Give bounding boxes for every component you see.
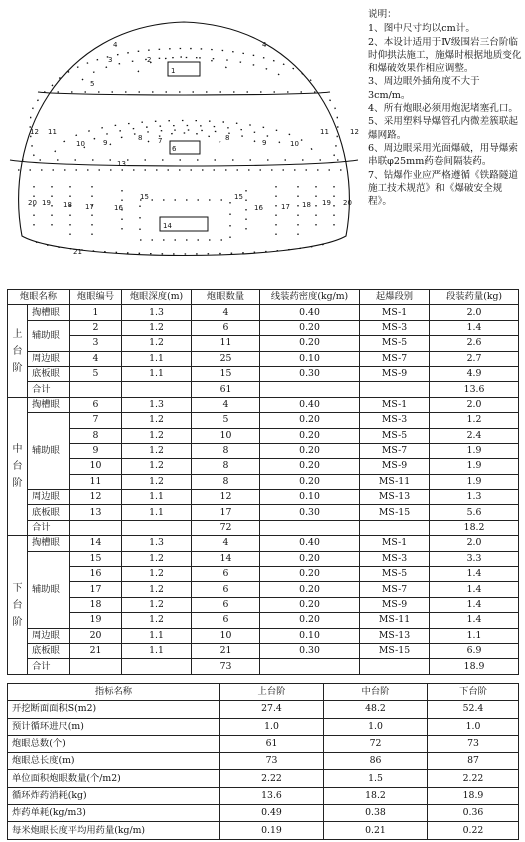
empty-cell [122,382,192,397]
index-value-cell: 2.22 [220,770,324,787]
index-name-cell: 开挖断面面积S(m2) [8,701,220,718]
index-value-cell: 0.21 [324,822,428,839]
hole-label-8a: 8 [138,134,143,142]
segment-charge-cell: 2.4 [430,428,519,443]
detonation-segment-cell: MS-7 [360,351,430,366]
charge-density-cell: 0.20 [260,567,360,582]
hole-number-cell: 17 [70,582,122,597]
index-value-cell: 0.38 [324,805,428,822]
charge-density-cell: 0.40 [260,305,360,320]
table-row [8,753,519,770]
index-value-cell: 86 [324,753,428,770]
table-row [8,428,519,443]
charge-density-cell: 0.20 [260,443,360,458]
hole-qty-cell: 25 [192,351,260,366]
segment-charge-cell: 3.3 [430,551,519,566]
charge-density-cell: 0.20 [260,428,360,443]
empty-cell [260,520,360,535]
hole-number-cell: 3 [70,336,122,351]
detonation-segment-cell: MS-5 [360,428,430,443]
hole-label-13: 13 [117,160,126,168]
segment-charge-cell: 5.6 [430,505,519,520]
table-row [8,597,519,612]
hole-depth-cell: 1.1 [122,351,192,366]
hole-label-14: 14 [163,222,172,230]
hole-number-cell: 12 [70,490,122,505]
table-row [8,536,519,551]
hole-label-4b: 4 [262,41,267,49]
segment-charge-cell: 1.1 [430,628,519,643]
hole-depth-cell: 1.2 [122,320,192,335]
hole-number-cell: 21 [70,643,122,658]
charge-density-cell: 0.10 [260,351,360,366]
index-value-cell: 61 [220,735,324,752]
hole-depth-cell: 1.3 [122,397,192,412]
index-value-cell: 73 [220,753,324,770]
charge-density-cell: 0.30 [260,366,360,381]
hole-label-1: 1 [171,67,176,75]
index-summary-table [7,683,519,840]
hole-depth-cell: 1.2 [122,613,192,628]
index-value-cell: 0.19 [220,822,324,839]
hole-label-15a: 15 [140,193,149,201]
index-name-cell: 单位面积炮眼数量(个/m2) [8,770,220,787]
segment-charge-cell: 2.6 [430,336,519,351]
segment-charge-cell: 1.4 [430,597,519,612]
total-qty-cell: 72 [192,520,260,535]
segment-charge-cell: 1.4 [430,567,519,582]
charge-density-cell: 0.10 [260,490,360,505]
table-row [8,551,519,566]
hole-label-6: 6 [172,145,177,153]
hole-label-7: 7 [158,137,163,145]
hole-type-cell: 底板眼 [28,505,70,520]
segment-charge-cell: 2.7 [430,351,519,366]
segment-charge-cell: 1.2 [430,413,519,428]
middle-bench-line [10,160,358,166]
segment-charge-cell: 4.9 [430,366,519,381]
charge-density-cell: 0.20 [260,597,360,612]
hole-label-8b: 8 [225,134,230,142]
hole-depth-cell: 1.2 [122,443,192,458]
total-charge-cell: 13.6 [430,382,519,397]
hole-qty-cell: 10 [192,628,260,643]
table-total-row [8,520,519,535]
hole-qty-cell: 15 [192,366,260,381]
hole-label-2: 2 [147,56,152,64]
index-value-cell: 1.0 [220,718,324,735]
detonation-segment-cell: MS-9 [360,459,430,474]
charge-density-cell: 0.20 [260,474,360,489]
table-row [8,735,519,752]
index-value-cell: 2.22 [428,770,519,787]
hole-number-cell: 14 [70,536,122,551]
hole-number-cell: 13 [70,505,122,520]
header-hole-name: 炮眼名称 [8,290,70,305]
detonation-segment-cell: MS-3 [360,320,430,335]
index-name-cell: 炸药单耗(kg/m3) [8,805,220,822]
upper-bench-line [38,92,330,95]
assist-hole-row-9 [110,130,258,145]
hole-qty-cell: 8 [192,474,260,489]
hole-label-12a: 12 [30,128,39,136]
assist-hole-row-2 [138,57,230,72]
segment-charge-cell: 1.4 [430,320,519,335]
total-label-cell: 合计 [28,659,70,674]
detonation-segment-cell: MS-3 [360,413,430,428]
hole-type-cell: 辅助眼 [28,320,70,351]
notes-title: 说明： [368,9,397,20]
empty-cell [122,520,192,535]
table-row [8,582,519,597]
index-value-cell: 73 [428,735,519,752]
bench-name-cell: 上台阶 [8,305,28,397]
index-value-cell: 18.9 [428,787,519,804]
hole-qty-cell: 6 [192,582,260,597]
detonation-segment-cell: MS-5 [360,336,430,351]
charge-density-cell: 0.20 [260,320,360,335]
note-3: 3、周边眼外插角度不大于3cm/m。 [368,76,480,101]
hole-label-18a: 18 [63,201,72,209]
hole-label-18b: 18 [302,201,311,209]
empty-cell [260,382,360,397]
hole-depth-cell: 1.2 [122,459,192,474]
hole-number-cell: 8 [70,428,122,443]
index-value-cell: 1.5 [324,770,428,787]
hole-number-cell: 4 [70,351,122,366]
charge-density-cell: 0.20 [260,413,360,428]
detonation-segment-cell: MS-13 [360,490,430,505]
empty-cell [360,382,430,397]
table-row [8,505,519,520]
segment-charge-cell: 1.3 [430,490,519,505]
hole-number-cell: 15 [70,551,122,566]
segment-charge-cell: 1.4 [430,613,519,628]
hole-label-3: 3 [108,56,113,64]
table-row [8,459,519,474]
index-value-cell: 1.0 [428,718,519,735]
hole-depth-cell: 1.1 [122,490,192,505]
index-value-cell: 1.0 [324,718,428,735]
hole-qty-cell: 4 [192,536,260,551]
index-value-cell: 13.6 [220,787,324,804]
hole-qty-cell: 11 [192,336,260,351]
index-value-cell: 48.2 [324,701,428,718]
empty-cell [360,520,430,535]
index-name-cell: 预计循环进尺(m) [8,718,220,735]
hole-qty-cell: 6 [192,320,260,335]
hole-label-4a: 4 [113,41,118,49]
hole-depth-cell: 1.2 [122,582,192,597]
assist-hole-row-3 [82,58,286,81]
hole-qty-cell: 14 [192,551,260,566]
hole-qty-cell: 4 [192,397,260,412]
hole-depth-cell: 1.1 [122,366,192,381]
table-row [8,397,519,412]
hole-type-cell: 底板眼 [28,366,70,381]
index-value-cell: 72 [324,735,428,752]
design-notes [368,8,522,208]
empty-cell [122,659,192,674]
hole-qty-cell: 6 [192,613,260,628]
table-total-row [8,659,519,674]
segment-charge-cell: 6.9 [430,643,519,658]
empty-cell [260,659,360,674]
header-cell: 下台阶 [428,684,519,701]
empty-cell [360,659,430,674]
note-7: 7、钻爆作业应严格遵循《铁路隧道施工技术规范》和《爆破安全规程》。 [368,169,519,208]
hole-number-cell: 1 [70,305,122,320]
table-row [8,567,519,582]
hole-number-cell: 2 [70,320,122,335]
blasting-hole-layout-diagram [0,0,368,285]
hole-number-cell: 9 [70,443,122,458]
header-cell: 线装药密度(kg/m) [260,290,360,305]
table-header-row [8,290,519,305]
index-name-cell: 炮眼总数(个) [8,735,220,752]
charge-density-cell: 0.30 [260,505,360,520]
detonation-segment-cell: MS-15 [360,643,430,658]
bench-name-cell: 中台阶 [8,397,28,536]
table-row [8,613,519,628]
detonation-segment-cell: MS-1 [360,397,430,412]
hole-label-20a: 20 [28,199,37,207]
hole-label-17a: 17 [85,203,94,211]
hole-depth-cell: 1.2 [122,474,192,489]
table-row [8,320,519,335]
hole-type-cell: 底板眼 [28,643,70,658]
table-row [8,366,519,381]
charge-density-cell: 0.40 [260,536,360,551]
hole-qty-cell: 5 [192,413,260,428]
hole-type-cell: 掏槽眼 [28,305,70,320]
header-cell: 炮眼编号 [70,290,122,305]
charge-density-cell: 0.30 [260,643,360,658]
hole-label-19b: 19 [322,199,331,207]
hole-label-10a: 10 [76,140,85,148]
index-value-cell: 0.49 [220,805,324,822]
segment-charge-cell: 2.0 [430,397,519,412]
hole-qty-cell: 6 [192,567,260,582]
table-row [8,305,519,320]
note-6: 6、周边眼采用光面爆破，用导爆索串联φ25mm药卷间隔装药。 [368,142,519,168]
table-header-row [8,684,519,701]
hole-number-cell: 19 [70,613,122,628]
hole-number-cell: 20 [70,628,122,643]
hole-number-cell: 7 [70,413,122,428]
table-row [8,413,519,428]
note-1: 1、图中尺寸均以cm计。 [368,23,475,35]
header-cell: 中台阶 [324,684,428,701]
hole-qty-cell: 21 [192,643,260,658]
note-2: 2、本设计适用于Ⅳ级围岩三台阶临时仰拱法施工，施爆时根据地质变化和爆破效果作相应调整。 [368,36,522,75]
charge-density-cell: 0.10 [260,628,360,643]
hole-type-cell: 周边眼 [28,351,70,366]
hole-label-16a: 16 [114,204,123,212]
total-qty-cell: 73 [192,659,260,674]
hole-parameter-table [7,289,519,675]
table-total-row [8,382,519,397]
index-value-cell: 0.22 [428,822,519,839]
hole-number-cell: 5 [70,366,122,381]
table-row [8,628,519,643]
hole-qty-cell: 12 [192,490,260,505]
hole-qty-cell: 17 [192,505,260,520]
index-name-cell: 循环炸药消耗(kg) [8,787,220,804]
table-row [8,770,519,787]
hole-qty-cell: 4 [192,305,260,320]
hole-depth-cell: 1.3 [122,305,192,320]
index-value-cell: 0.36 [428,805,519,822]
hole-label-21: 21 [73,248,82,256]
note-5: 5、采用塑料导爆管孔内微差簇联起爆网路。 [368,116,519,141]
assist-hole-row-11 [55,121,313,153]
detonation-segment-cell: MS-15 [360,505,430,520]
hole-number-cell: 11 [70,474,122,489]
index-name-cell: 每米炮眼长度平均用药量(kg/m) [8,822,220,839]
hole-type-cell: 掏槽眼 [28,536,70,551]
detonation-segment-cell: MS-9 [360,366,430,381]
header-cell: 起爆段别 [360,290,430,305]
hole-depth-cell: 1.2 [122,597,192,612]
hole-depth-cell: 1.1 [122,505,192,520]
table-row [8,805,519,822]
segment-charge-cell: 1.4 [430,582,519,597]
total-label-cell: 合计 [28,520,70,535]
header-cell: 上台阶 [220,684,324,701]
table-row [8,474,519,489]
hole-label-9b: 9 [262,139,267,147]
hole-label-9a: 9 [103,139,108,147]
header-cell: 炮眼数量 [192,290,260,305]
detonation-segment-cell: MS-9 [360,597,430,612]
hole-depth-cell: 1.2 [122,413,192,428]
charge-density-cell: 0.40 [260,397,360,412]
header-cell: 段装药量(kg) [430,290,519,305]
hole-label-10b: 10 [290,140,299,148]
detonation-segment-cell: MS-11 [360,474,430,489]
total-qty-cell: 61 [192,382,260,397]
table-row [8,490,519,505]
hole-label-15b: 15 [234,193,243,201]
index-value-cell: 87 [428,753,519,770]
empty-cell [70,382,122,397]
hole-label-12b: 12 [350,128,359,136]
table-row [8,701,519,718]
detonation-segment-cell: MS-11 [360,613,430,628]
hole-number-cell: 6 [70,397,122,412]
total-label-cell: 合计 [28,382,70,397]
empty-cell [70,520,122,535]
hole-type-cell: 辅助眼 [28,413,70,490]
header-cell: 炮眼深度(m) [122,290,192,305]
index-name-cell: 炮眼总长度(m) [8,753,220,770]
detonation-segment-cell: MS-1 [360,536,430,551]
detonation-segment-cell: MS-5 [360,567,430,582]
segment-charge-cell: 1.9 [430,443,519,458]
hole-qty-cell: 6 [192,597,260,612]
hole-type-cell: 周边眼 [28,628,70,643]
hole-depth-cell: 1.3 [122,536,192,551]
table-row [8,643,519,658]
hole-depth-cell: 1.2 [122,428,192,443]
segment-charge-cell: 2.0 [430,536,519,551]
hole-depth-cell: 1.2 [122,336,192,351]
hole-label-5: 5 [90,80,95,88]
hole-depth-cell: 1.1 [122,643,192,658]
charge-density-cell: 0.20 [260,551,360,566]
hole-depth-cell: 1.1 [122,628,192,643]
detonation-segment-cell: MS-3 [360,551,430,566]
detonation-segment-cell: MS-13 [360,628,430,643]
total-charge-cell: 18.2 [430,520,519,535]
hole-depth-cell: 1.2 [122,567,192,582]
hole-type-cell: 辅助眼 [28,551,70,628]
hole-type-cell: 周边眼 [28,490,70,505]
segment-charge-cell: 1.9 [430,459,519,474]
hole-qty-cell: 8 [192,459,260,474]
total-charge-cell: 18.9 [430,659,519,674]
hole-depth-cell: 1.2 [122,551,192,566]
charge-density-cell: 0.20 [260,613,360,628]
table-row [8,822,519,839]
tunnel-outline [19,22,350,256]
hole-number-cell: 18 [70,597,122,612]
index-value-cell: 52.4 [428,701,519,718]
detonation-segment-cell: MS-7 [360,443,430,458]
assist-hole-box-15 [140,200,230,240]
hole-qty-cell: 10 [192,428,260,443]
table-row [8,443,519,458]
hole-type-cell: 掏槽眼 [28,397,70,412]
detonation-segment-cell: MS-1 [360,305,430,320]
assist-hole-row-10 [84,126,284,149]
charge-density-cell: 0.20 [260,582,360,597]
hole-number-cell: 16 [70,567,122,582]
table-row [8,787,519,804]
hole-qty-cell: 8 [192,443,260,458]
segment-charge-cell: 1.9 [430,474,519,489]
hole-label-20b: 20 [343,199,352,207]
hole-label-19a: 19 [42,199,51,207]
detonation-segment-cell: MS-7 [360,582,430,597]
charge-density-cell: 0.20 [260,459,360,474]
table-row [8,351,519,366]
segment-charge-cell: 2.0 [430,305,519,320]
header-cell: 指标名称 [8,684,220,701]
index-value-cell: 27.4 [220,701,324,718]
empty-cell [70,659,122,674]
hole-label-17b: 17 [281,203,290,211]
table-row [8,336,519,351]
hole-label-11a: 11 [48,128,57,136]
table-row [8,718,519,735]
note-4: 4、所有炮眼必须用炮泥堵塞孔口。 [368,103,519,115]
charge-density-cell: 0.20 [260,336,360,351]
hole-label-16b: 16 [254,204,263,212]
bench-name-cell: 下台阶 [8,536,28,675]
hole-number-cell: 10 [70,459,122,474]
hole-label-11b: 11 [320,128,329,136]
index-value-cell: 18.2 [324,787,428,804]
